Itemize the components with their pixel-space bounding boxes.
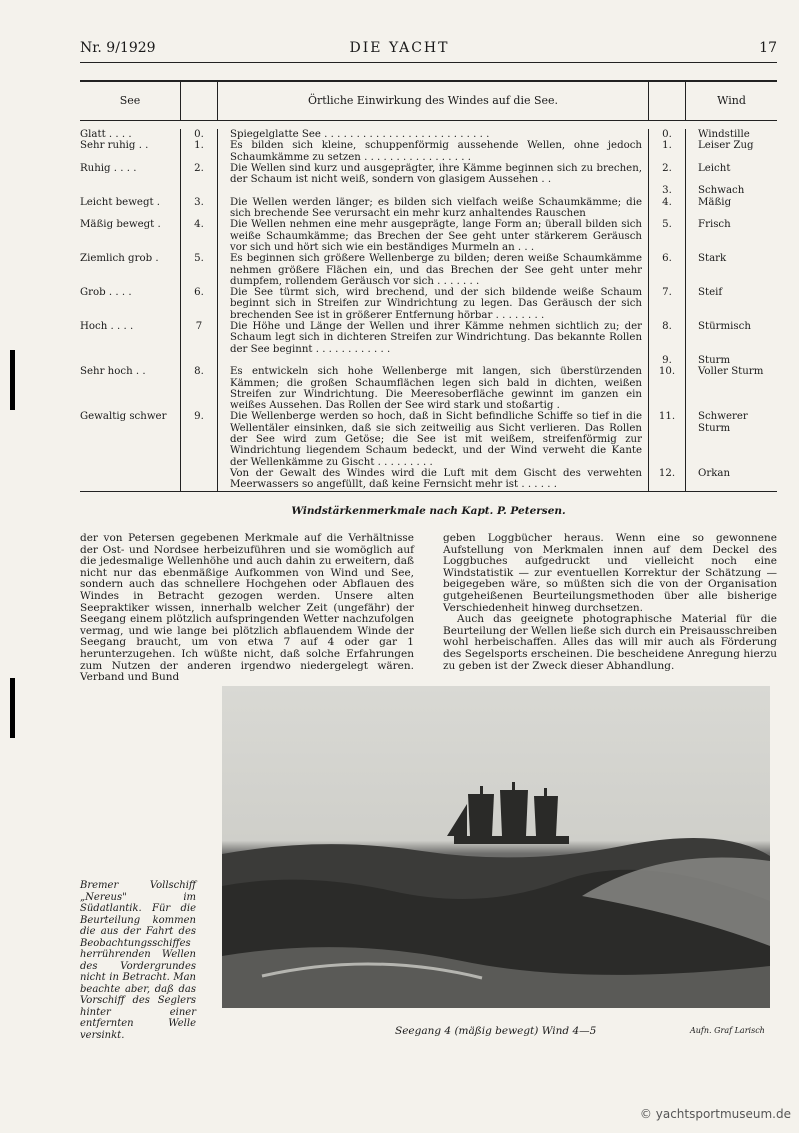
sea-description: Die See türmt sich, wird brechend, und der sich bildende weiße Schaum beginnt sich in Streifen zur Windrichtung zu legen. Das Geräusch der sich brechenden See ist in größerer Entfernung hörbar . . . . . . . . [218, 287, 649, 321]
table-row [80, 366, 777, 411]
col-header-desc: Örtliche Einwirkung des Windes auf die See. [218, 81, 649, 121]
photo-caption: Seegang 4 (mäßig bewegt) Wind 4—5 [395, 1025, 597, 1037]
sea-number: 1. [181, 140, 218, 163]
sea-state: Sehr hoch . . [80, 366, 146, 378]
sea-number [181, 185, 218, 196]
sea-number [181, 355, 218, 366]
body-column-right [443, 533, 777, 672]
wind-number: 8. [649, 321, 686, 355]
sea-number [181, 468, 218, 491]
table-row [80, 185, 777, 196]
sea-state: Glatt . . . . [80, 129, 132, 140]
wind-name: Stark [686, 253, 778, 287]
sea-state [80, 355, 181, 366]
wind-name: Voller Sturm [686, 366, 778, 411]
sea-description: Es entwickeln sich hohe Wellenberge mit langen, sich überstürzenden Kämmen; die großen Schaumflächen legen sich bald in dichten, weißen Streifen zur Windrichtung. Die Meeresoberfläche gewinnt im ganzen ein weißes Aussehen. Das Rollen der See wird stark und stoßartig . [218, 366, 649, 411]
sea-number: 3. [181, 197, 218, 220]
table-row [80, 140, 777, 163]
ship-photo [222, 686, 770, 1008]
sea-state [80, 468, 181, 491]
wind-name: Sturm [686, 355, 778, 366]
sea-state: Sehr ruhig . . [80, 140, 149, 152]
magazine-title: DIE YACHT [349, 40, 450, 56]
wind-number: 11. [649, 411, 686, 467]
sea-number: 2. [181, 163, 218, 186]
table-row [80, 468, 777, 491]
sea-state: Hoch . . . . [80, 321, 134, 333]
table-row [80, 355, 777, 366]
sea-number: 7 [181, 321, 218, 355]
ship-photo-art [222, 686, 770, 1008]
sea-number: 9. [181, 411, 218, 467]
sea-state: Ziemlich grob . [80, 253, 159, 265]
table-row [80, 287, 777, 321]
wind-number: 4. [649, 197, 686, 220]
col-header-wnum [649, 81, 686, 121]
sea-number: 0. [181, 129, 218, 140]
wind-name: Mäßig [686, 197, 778, 220]
issue-number: Nr. 9/1929 [80, 40, 156, 56]
wind-name: Schwerer Sturm [686, 411, 778, 467]
wind-number: 3. [649, 185, 686, 196]
wind-name: Leiser Zug [686, 140, 778, 163]
wind-number: 12. [649, 468, 686, 491]
sea-state [80, 185, 181, 196]
sea-description: Die Wellen werden länger; es bilden sich vielfach weiße Schaumkämme; die sich brechende See verursacht ein mehr kurz anhaltendes Rauschen [218, 197, 649, 220]
table-row [80, 321, 777, 355]
table-row [80, 219, 777, 253]
sea-description: Die Wellen nehmen eine mehr ausgeprägte, lange Form an; überall bilden sich weiße Schaumkämme; das Brechen der See geht unter stärkerem Geräusch vor sich und hört sich wie ein beständiges Murmeln an . . . [218, 219, 649, 253]
wind-name: Leicht [686, 163, 778, 186]
sea-description: Die Wellenberge werden so hoch, daß in Sicht befindliche Schiffe so tief in die Wellentäler einsinken, daß sie sich zeitweilig aus Sicht verlieren. Das Rollen der See wird zum Getöse; die See ist mit weißem, streifenförmig zur Windrichtung liegendem Schaum bedeckt, und der Wind verweht die Kante der Wellenkämme zu Gischt . . . . . . . . . [218, 411, 649, 467]
body-paragraph: geben Loggbücher heraus. Wenn eine so gewonnene Aufstellung von Merkmalen innen auf dem Deckel des Loggbuches aufgedruckt und vielleicht noch eine Windstatistik — zur eventuellen Korrektur der Schätzung — beigegeben wäre, so müßten sich die von der Organisation gutgeheißenen Beurteilungsmethoden über alle bisherige Verschiedenheit hinweg durchsetzen. [443, 532, 777, 614]
header-rule [80, 62, 777, 63]
sea-number: 6. [181, 287, 218, 321]
wind-name: Windstille [686, 129, 778, 140]
sea-description: Es beginnen sich größere Wellenberge zu bilden; deren weiße Schaumkämme nehmen größere Flächen ein, und das Brechen der See geht unter mehr dumpfem, rollendem Geräusch vor sich . . . . . . . [218, 253, 649, 287]
wind-name: Orkan [686, 468, 778, 491]
sea-state: Leicht bewegt . [80, 196, 161, 208]
wind-name: Stürmisch [686, 321, 778, 355]
photo-side-caption: Bremer Vollschiff „Nereus" im Südatlantik. Für die Beurteilung kommen die aus der Fahrt des Beobachtungsschiffes herrührenden Wellen des Vordergrundes nicht in Betracht. Man beachte aber, daß das Vorschiff des Seglers hinter einer entfernten Welle versinkt. [80, 880, 196, 1041]
page-number: 17 [759, 40, 777, 56]
col-header-see: See [80, 81, 181, 121]
wind-number: 0. [649, 129, 686, 140]
wind-name: Steif [686, 287, 778, 321]
wind-name: Frisch [686, 219, 778, 253]
col-header-wind: Wind [686, 81, 778, 121]
sea-description: Von der Gewalt des Windes wird die Luft mit dem Gischt des verwehten Meerwassers so angefüllt, daß keine Fernsicht mehr ist . . . . . . [218, 468, 649, 491]
sea-description [218, 355, 649, 366]
table-caption: Windstärkenmerkmale nach Kapt. P. Petersen. [291, 505, 566, 517]
wind-number: 6. [649, 253, 686, 287]
wind-number: 5. [649, 219, 686, 253]
body-paragraph: Auch das geeignete photographische Material für die Beurteilung der Wellen ließe sich durch ein Preisausschreiben wohl herbeischaffen. Alles das will mir auch als Förderung des Segelsports erscheinen. Die bescheidene Anregung hierzu zu geben ist der Zweck dieser Abhandlung. [443, 613, 777, 672]
table-row [80, 411, 777, 467]
sea-state: Ruhig . . . . [80, 162, 137, 174]
sea-description: Die Höhe und Länge der Wellen und ihrer Kämme nehmen sichtlich zu; der Schaum legt sich in dichteren Streifen zur Windrichtung. Das bekannte Rollen der See beginnt . . . . . . . . . . . . [218, 321, 649, 355]
sea-description: Die Wellen sind kurz und ausgeprägter, ihre Kämme beginnen sich zu brechen, der Schaum ist nicht weiß, sondern von glasigem Aussehen . . [218, 163, 649, 186]
body-column-left: der von Petersen gegebenen Merkmale auf die Verhältnisse der Ost- und Nordsee herbeizuführen und sie womöglich auf die jedesmalige Wellenhöhe und auch dahin zu erweitern, daß nicht nur das ebenmäßige Aufkommen von Wind und See, sondern auch das schnellere Hochgehen oder Abflauen des Windes in Betracht gezogen werden. Unsere alten Seepraktiker wissen, innerhalb welcher Zeit (ungefähr) der Seegang einem plötzlich aufspringenden Wetter nachzufolgen vermag, und wie lange bei plötzlich abflauendem Winde der Seegang braucht, um von etwa 7 auf 4 oder gar 1 herunterzugehen. Ich wüßte nicht, daß solche Erfahrungen zum Nutzen der anderen irgendwo niedergelegt wären. Verband und Bund [80, 532, 414, 684]
table-row [80, 253, 777, 287]
wind-number: 7. [649, 287, 686, 321]
table-row [80, 197, 777, 220]
table-row [80, 129, 777, 140]
sea-description: Es bilden sich kleine, schuppenförmig aussehende Wellen, ohne jedoch Schaumkämme zu setzen . . . . . . . . . . . . . . . . . [218, 140, 649, 163]
table-row [80, 163, 777, 186]
sea-number: 8. [181, 366, 218, 411]
sea-description: Spiegelglatte See . . . . . . . . . . . . . . . . . . . . . . . . . . [218, 129, 649, 140]
sea-number: 5. [181, 253, 218, 287]
wind-number: 9. [649, 355, 686, 366]
sea-state: Mäßig bewegt . [80, 219, 161, 231]
wind-number: 2. [649, 163, 686, 186]
binding-mark [10, 678, 15, 738]
wind-name: Schwach [686, 185, 778, 196]
watermark: © yachtsportmuseum.de [639, 1107, 791, 1121]
sea-description [218, 185, 649, 196]
sea-number: 4. [181, 219, 218, 253]
sea-state: Grob . . . . [80, 287, 132, 299]
sea-state: Gewaltig schwer [80, 411, 167, 423]
col-header-num [181, 81, 218, 121]
wind-number: 1. [649, 140, 686, 163]
binding-mark [10, 350, 15, 410]
photo-credit: Aufn. Graf Larisch [690, 1026, 765, 1035]
wind-scale-table [80, 80, 777, 492]
wind-number: 10. [649, 366, 686, 411]
